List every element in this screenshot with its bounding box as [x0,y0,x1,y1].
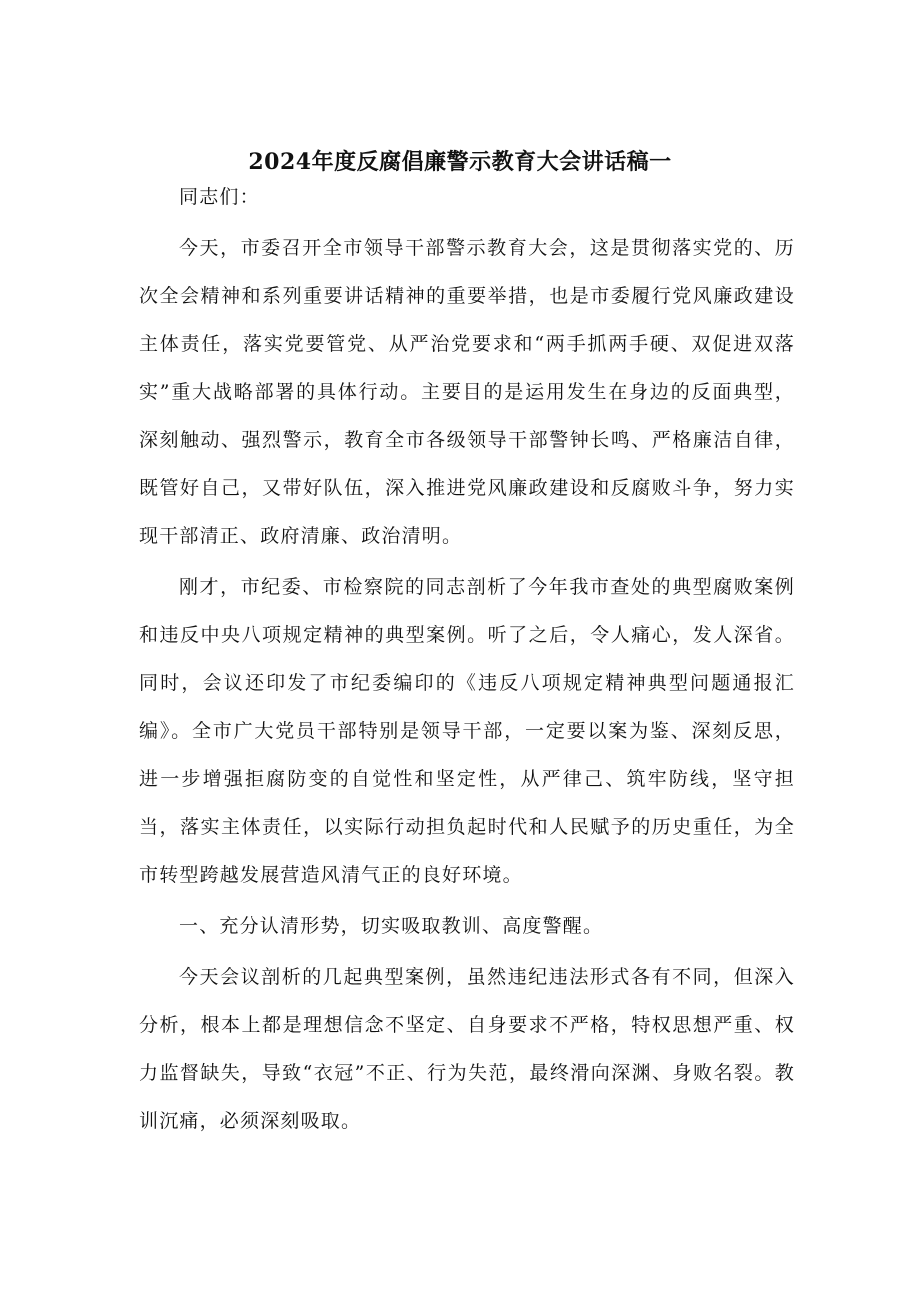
salutation: 同志们： [179,186,260,208]
paragraph-analysis: 今天会议剖析的几起典型案例，虽然违纪违法形式各有不同，但深入分析，根本上都是理想信念不坚定、自身要求不严格，特权思想严重、权力监督缺失，导致“衣冠”不正、行为失范，最终滑向深渊、身败名裂。教训沉痛，必须深刻吸取。 [139,966,795,1132]
paragraph-intro: 今天，市委召开全市领导干部警示教育大会，这是贯彻落实党的、历次全会精神和系列重要讲话精神的重要举措，也是市委履行党风廉政建设主体责任，落实党要管党、从严治党要求和“两手抓两手硬、双促进双落实”重大战略部署的具体行动。主要目的是运用发生在身边的反面典型，深刻触动、强烈警示，教育全市各级领导干部警钟长鸣、严格廉洁自律，既管好自己，又带好队伍，深入推进党风廉政建设和反腐败斗争，努力实现干部清正、政府清廉、政治清明。 [139,237,795,547]
section-heading-1: 一、充分认清形势，切实吸取教训、高度警醒。 [179,915,604,937]
document-body [139,173,795,1145]
document-title: 2024年度反腐倡廉警示教育大会讲话稿一 [248,149,672,175]
paragraph-cases: 刚才，市纪委、市检察院的同志剖析了今年我市查处的典型腐败案例和违反中央八项规定精神的典型案例。听了之后，令人痛心，发人深省。同时，会议还印发了市纪委编印的《违反八项规定精神典型问题通报汇编》。全市广大党员干部特别是领导干部，一定要以案为鉴、深刻反思，进一步增强拒腐防变的自觉性和坚定性，从严律己、筑牢防线，坚守担当，落实主体责任，以实际行动担负起时代和人民赋予的历史重任，为全市转型跨越发展营造风清气正的良好环境。 [139,576,795,886]
